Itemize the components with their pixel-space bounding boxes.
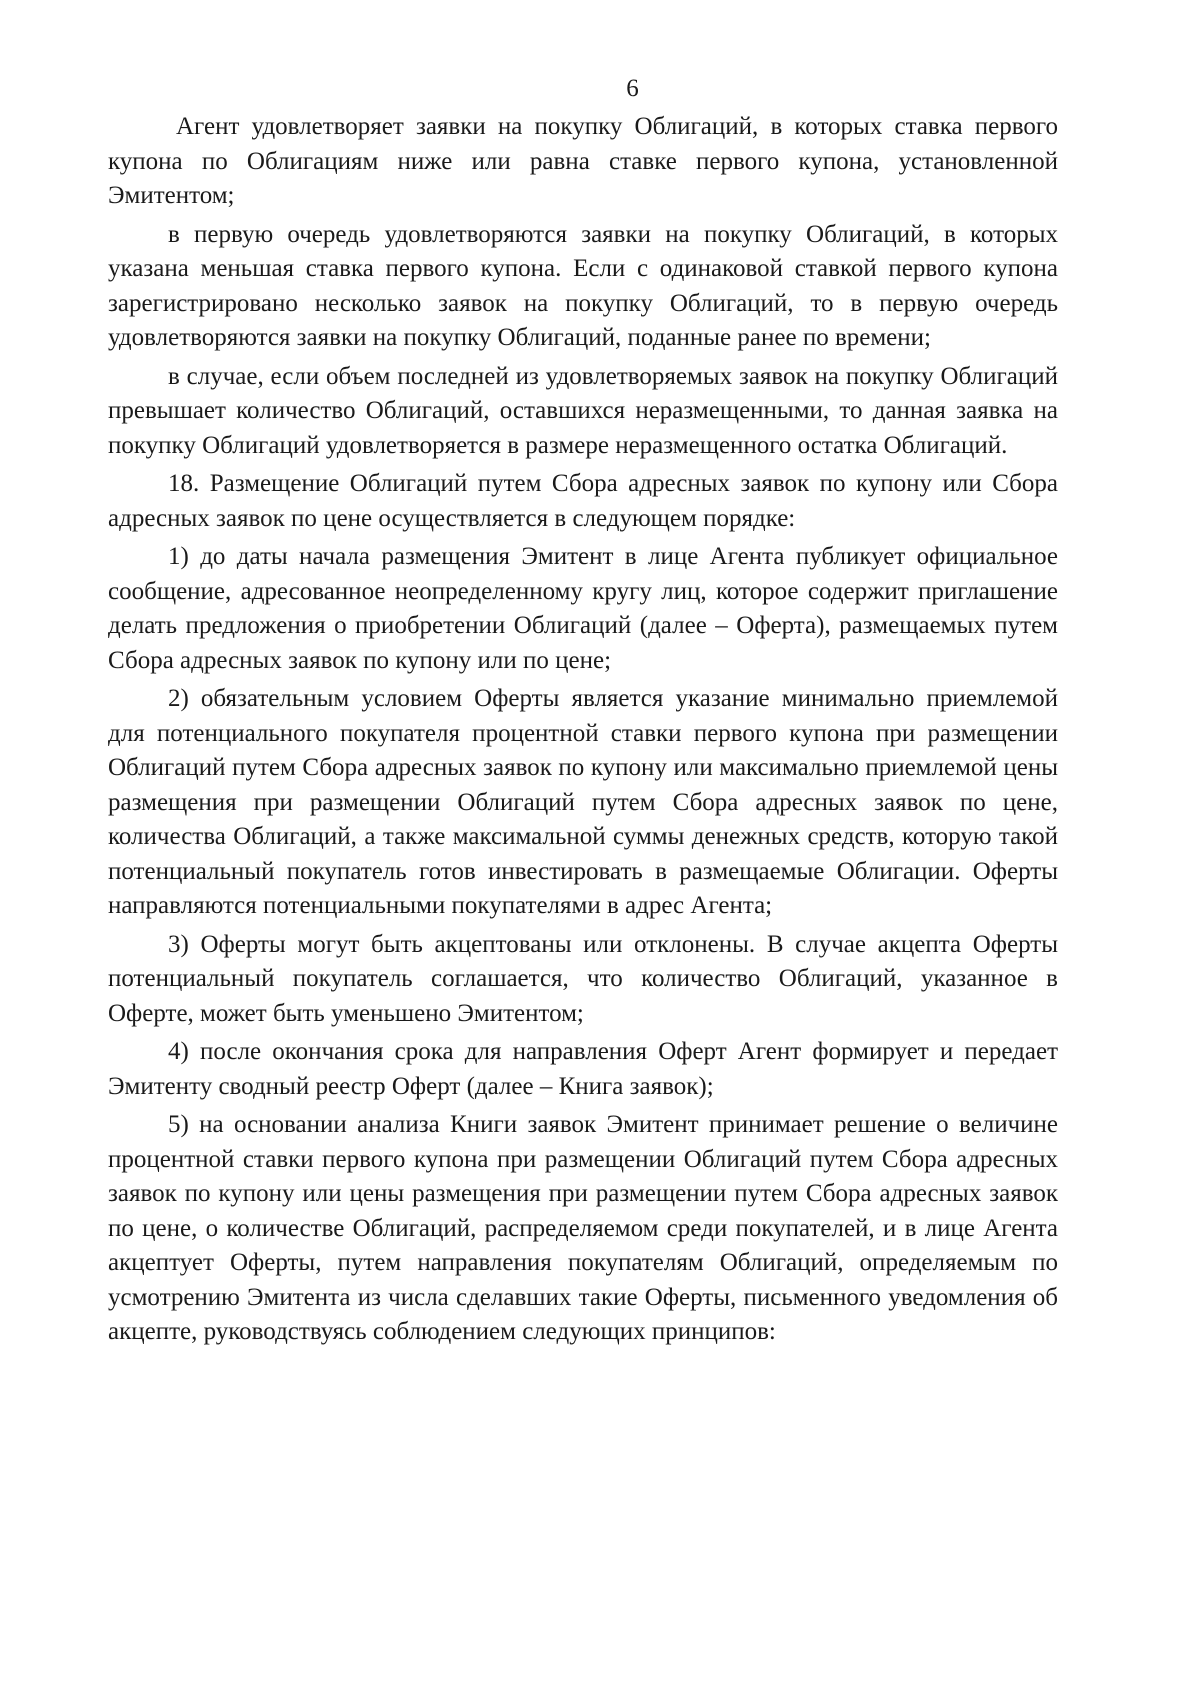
paragraph-item-2: 2) обязательным условием Оферты является указание минимально приемлемой для потенциального покупателя процентной ставки первого купона при размещении Облигаций путем Сбора адресных заявок по купону или максимально приемлемой цены размещения при размещении Облигаций путем Сбора адресных заявок по цене, количества Облигаций, а также максимальной суммы денежных средств, которую такой потенциальный покупатель готов инвестировать в размещаемые Облигации. Оферты направляются потенциальными покупателями в адрес Агента;: [108, 685, 1058, 919]
page-number: 6: [626, 75, 639, 102]
paragraph-item-1: 1) до даты начала размещения Эмитент в лице Агента публикует официальное сообщение, адресованное неопределенному кругу лиц, которое содержит приглашение делать предложения о приобретении Облигаций (далее – Оферта), размещаемых путем Сбора адресных заявок по купону или по цене;: [108, 543, 1058, 674]
paragraph-item-5: 5) на основании анализа Книги заявок Эмитент принимает решение о величине процентной ставки первого купона при размещении Облигаций путем Сбора адресных заявок по купону или цены размещения при размещении путем Сбора адресных заявок по цене, о количестве Облигаций, распределяемом среди покупателей, и в лице Агента акцептует Оферты, путем направления покупателям Облигаций, определяемым по усмотрению Эмитента из числа сделавших такие Оферты, письменного уведомления об акцепте, руководствуясь соблюдением следующих принципов:: [108, 1111, 1058, 1345]
document-body: [108, 110, 1058, 1354]
paragraph-item-3: 3) Оферты могут быть акцептованы или отклонены. В случае акцепта Оферты потенциальный покупатель соглашается, что количество Облигаций, указанное в Оферте, может быть уменьшено Эмитентом;: [108, 930, 1058, 1027]
paragraph-item-4: 4) после окончания срока для направления Оферт Агент формирует и передает Эмитенту сводный реестр Оферт (далее – Книга заявок);: [108, 1038, 1058, 1100]
paragraph-section-18: 18. Размещение Облигаций путем Сбора адресных заявок по купону или Сбора адресных заявок по цене осуществляется в следующем порядке:: [108, 470, 1058, 532]
paragraph-agent-satisfies-orders: Агент удовлетворяет заявки на покупку Облигаций, в которых ставка первого купона по Облигациям ниже или равна ставке первого купона, установленной Эмитентом;: [108, 113, 1058, 209]
paragraph-priority-lower-rate: в первую очередь удовлетворяются заявки на покупку Облигаций, в которых указана меньшая ставка первого купона. Если с одинаковой ставкой первого купона зарегистрировано несколько заявок на покупку Облигаций, то в первую очередь удовлетворяются заявки на покупку Облигаций, поданные ранее по времени;: [108, 220, 1058, 351]
paragraph-last-order-remainder: в случае, если объем последней из удовлетворяемых заявок на покупку Облигаций превышает количество Облигаций, оставшихся неразмещенными, то данная заявка на покупку Облигаций удовлетворяется в размере неразмещенного остатка Облигаций.: [108, 362, 1058, 459]
